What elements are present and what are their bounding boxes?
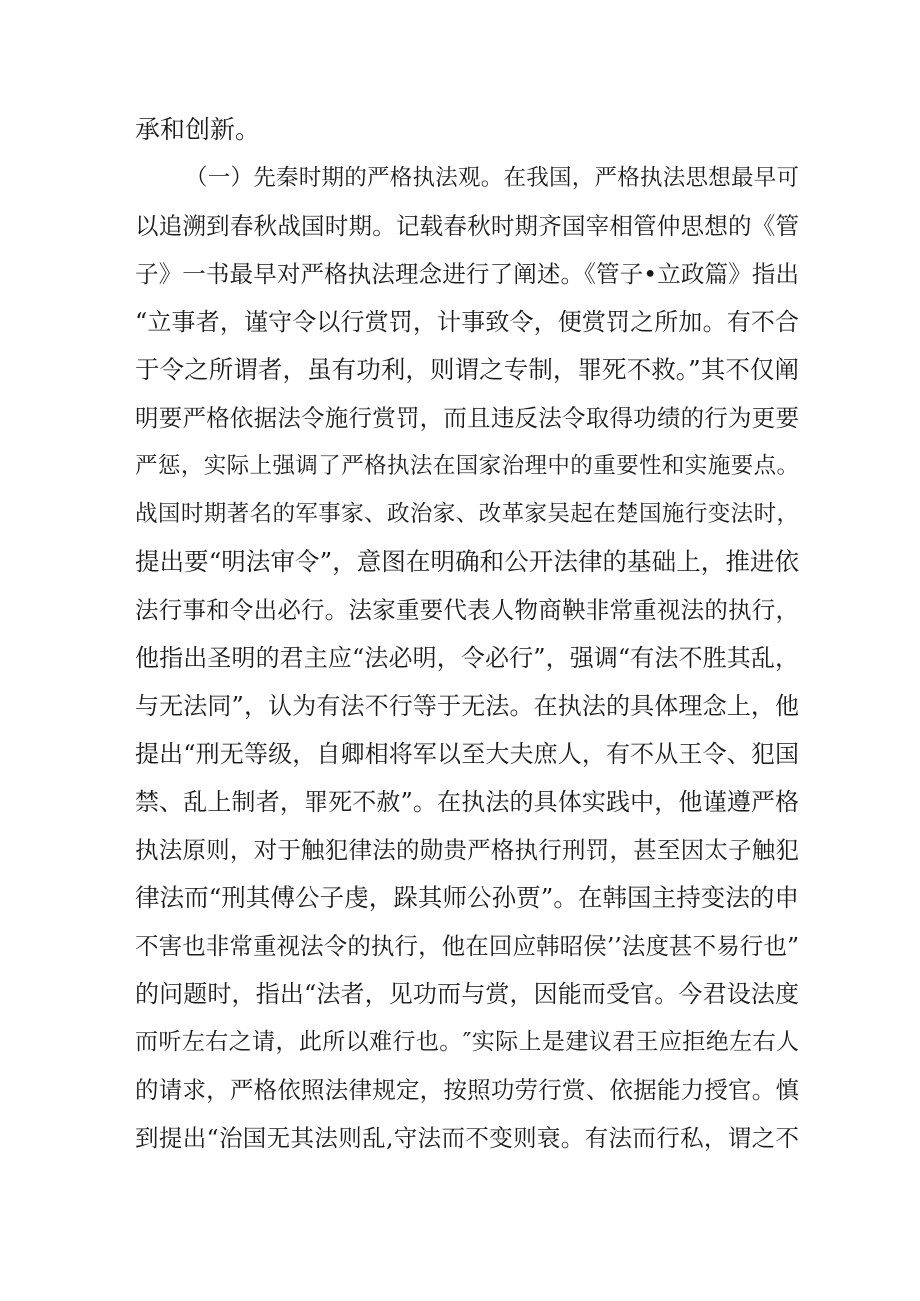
text-line: 以追溯到春秋战国时期。记载春秋时期齐国宰相管仲思想的《管 xyxy=(135,212,799,240)
section-heading-line: （一）先秦时期的严格执法观。在我国，严格执法思想最早可 xyxy=(185,165,799,191)
text-line: 战国时期著名的军事家、政治家、改革家吴起在楚国施行变法时， xyxy=(135,501,799,527)
text-line: 子》一书最早对严格执法理念进行了阐述。《管子•立政篇》指出 xyxy=(135,260,799,288)
text-line: “立事者，谨守令以行赏罚，计事致令，便赏罚之所加。有不合 xyxy=(135,308,799,336)
body-text xyxy=(135,106,799,1162)
text-line: 严惩，实际上强调了严格执法在国家治理中的重要性和实施要点。 xyxy=(135,453,799,479)
text-line: 的请求，严格依照法律规定，按照功劳行赏、依据能力授官。慎 xyxy=(135,1076,799,1104)
text-line: 提出要“明法审令”，意图在明确和公开法律的基础上，推进依 xyxy=(135,547,799,576)
text-line: 执法原则，对于触犯律法的勋贵严格执行刑罚，甚至因太子触犯 xyxy=(135,836,799,864)
text-line: 他指出圣明的君主应“法必明，令必行”，强调“有法不胜其乱， xyxy=(135,644,799,672)
text-line: 禁、乱上制者，罪死不赦”。在执法的具体实践中，他谨遵严格 xyxy=(135,788,799,816)
text-line: 法行事和令出必行。法家重要代表人物商鞅非常重视法的执行， xyxy=(135,596,799,624)
text-line: 到提出“治国无其法则乱,守法而不变则衰。有法而行私，谓之不 xyxy=(135,1124,799,1152)
text-line: 与无法同”，认为有法不行等于无法。在执法的具体理念上，他 xyxy=(135,692,799,720)
text-line: 律法而“刑其傅公子虔，跺其师公孙贾”。在韩国主持变法的申 xyxy=(135,883,799,912)
text-line: 而听左右之请，此所以难行也。″实际上是建议君王应拒绝左右人 xyxy=(135,1029,799,1055)
text-line: 于令之所谓者，虽有功利，则谓之专制，罪死不救。”其不仅阐 xyxy=(135,355,799,384)
text-line: 不害也非常重视法令的执行，他在回应韩昭侯’’法度甚不易行也” xyxy=(135,932,799,960)
text-line: 明要严格依据法令施行赏罚，而且违反法令取得功绩的行为更要 xyxy=(135,404,799,432)
text-line: 提出“刑无等级，自卿相将军以至大夫庶人，有不从王令、犯国 xyxy=(135,740,799,768)
text-line: 的问题时，指出“法者，见功而与赏，因能而受官。今君设法度 xyxy=(135,980,799,1008)
text-line: 承和创新。 xyxy=(135,115,261,144)
